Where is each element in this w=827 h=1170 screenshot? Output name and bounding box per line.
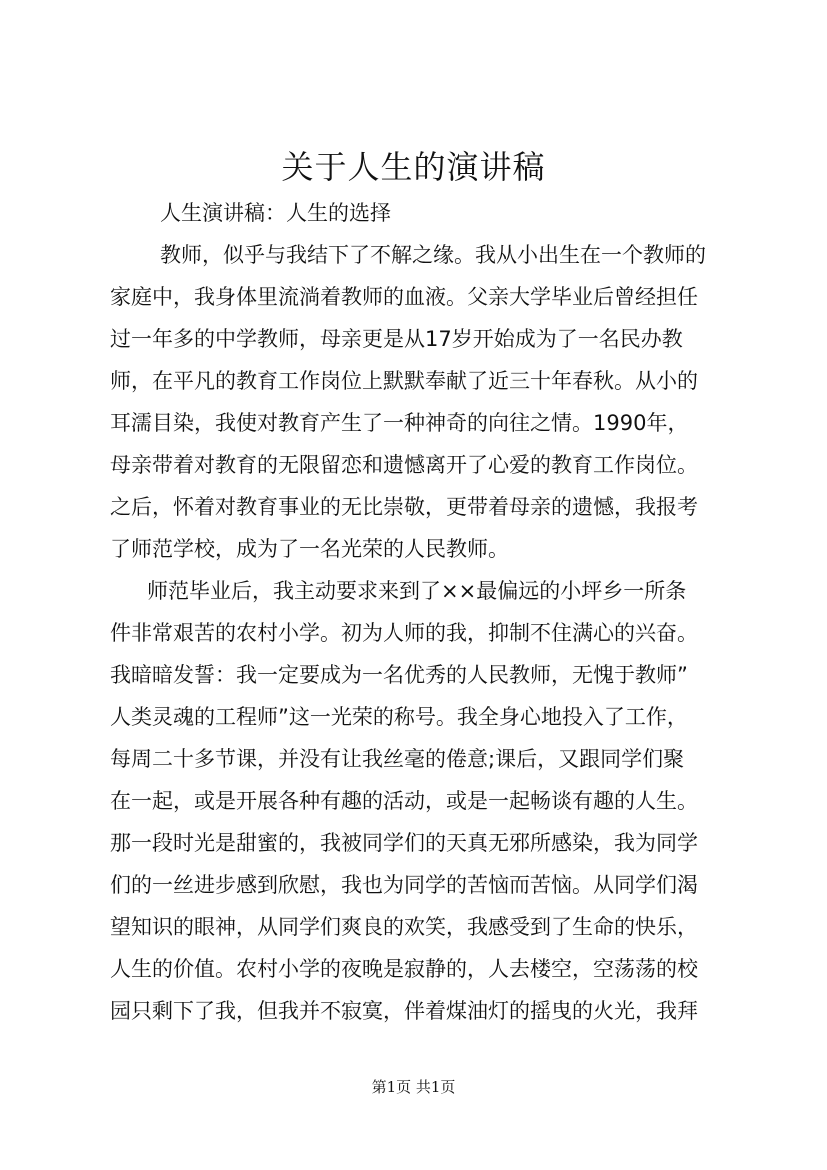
body-line: 人生演讲稿：人生的选择 [160,201,391,225]
body-line: 人生的价值。农村小学的夜晚是寂静的，人去楼空，空荡荡的校 [110,957,698,981]
body-line: 母亲带着对教育的无限留恋和遗憾离开了心爱的教育工作岗位。 [110,453,698,477]
body-line: 望知识的眼神，从同学们爽良的欢笑，我感受到了生命的快乐， [110,915,698,939]
body-line: 家庭中，我身体里流淌着教师的血液。父亲大学毕业后曾经担任 [110,285,698,309]
body-line: 了师范学校，成为了一名光荣的人民教师。 [110,537,509,561]
body-line: 我暗暗发誓：我一定要成为一名优秀的人民教师，无愧于教师” [110,663,688,687]
body-line: 园只剩下了我，但我并不寂寞，伴着煤油灯的摇曳的火光，我拜 [110,999,698,1023]
body-line: 那一段时光是甜蜜的，我被同学们的天真无邪所感染，我为同学 [110,831,698,855]
body-line: 过一年多的中学教师，母亲更是从17岁开始成为了一名民办教 [110,327,683,351]
body-line: 人类灵魂的工程师”这一光荣的称号。我全身心地投入了工作， [110,705,688,729]
body-line: 师范毕业后，我主动要求来到了××最偏远的小坪乡一所条 [147,579,687,603]
body-line: 们的一丝进步感到欣慰，我也为同学的苦恼而苦恼。从同学们渴 [110,873,698,897]
body-line: 教师，似乎与我结下了不解之缘。我从小出生在一个教师的 [160,243,706,267]
body-line: 之后，怀着对教育事业的无比崇敬，更带着母亲的遗憾，我报考 [110,495,698,519]
body-line: 耳濡目染，我使对教育产生了一种神奇的向往之情。1990年， [110,411,689,435]
body-line: 在一起，或是开展各种有趣的活动，或是一起畅谈有趣的人生。 [110,789,698,813]
page-footer: 第1页 共1页 [371,1078,456,1096]
body-line: 每周二十多节课，并没有让我丝毫的倦意;课后，又跟同学们聚 [110,747,685,771]
body-line: 件非常艰苦的农村小学。初为人师的我，抑制不住满心的兴奋。 [110,621,698,645]
body-line: 师，在平凡的教育工作岗位上默默奉献了近三十年春秋。从小的 [110,369,698,393]
document-title: 关于人生的演讲稿 [281,148,546,186]
